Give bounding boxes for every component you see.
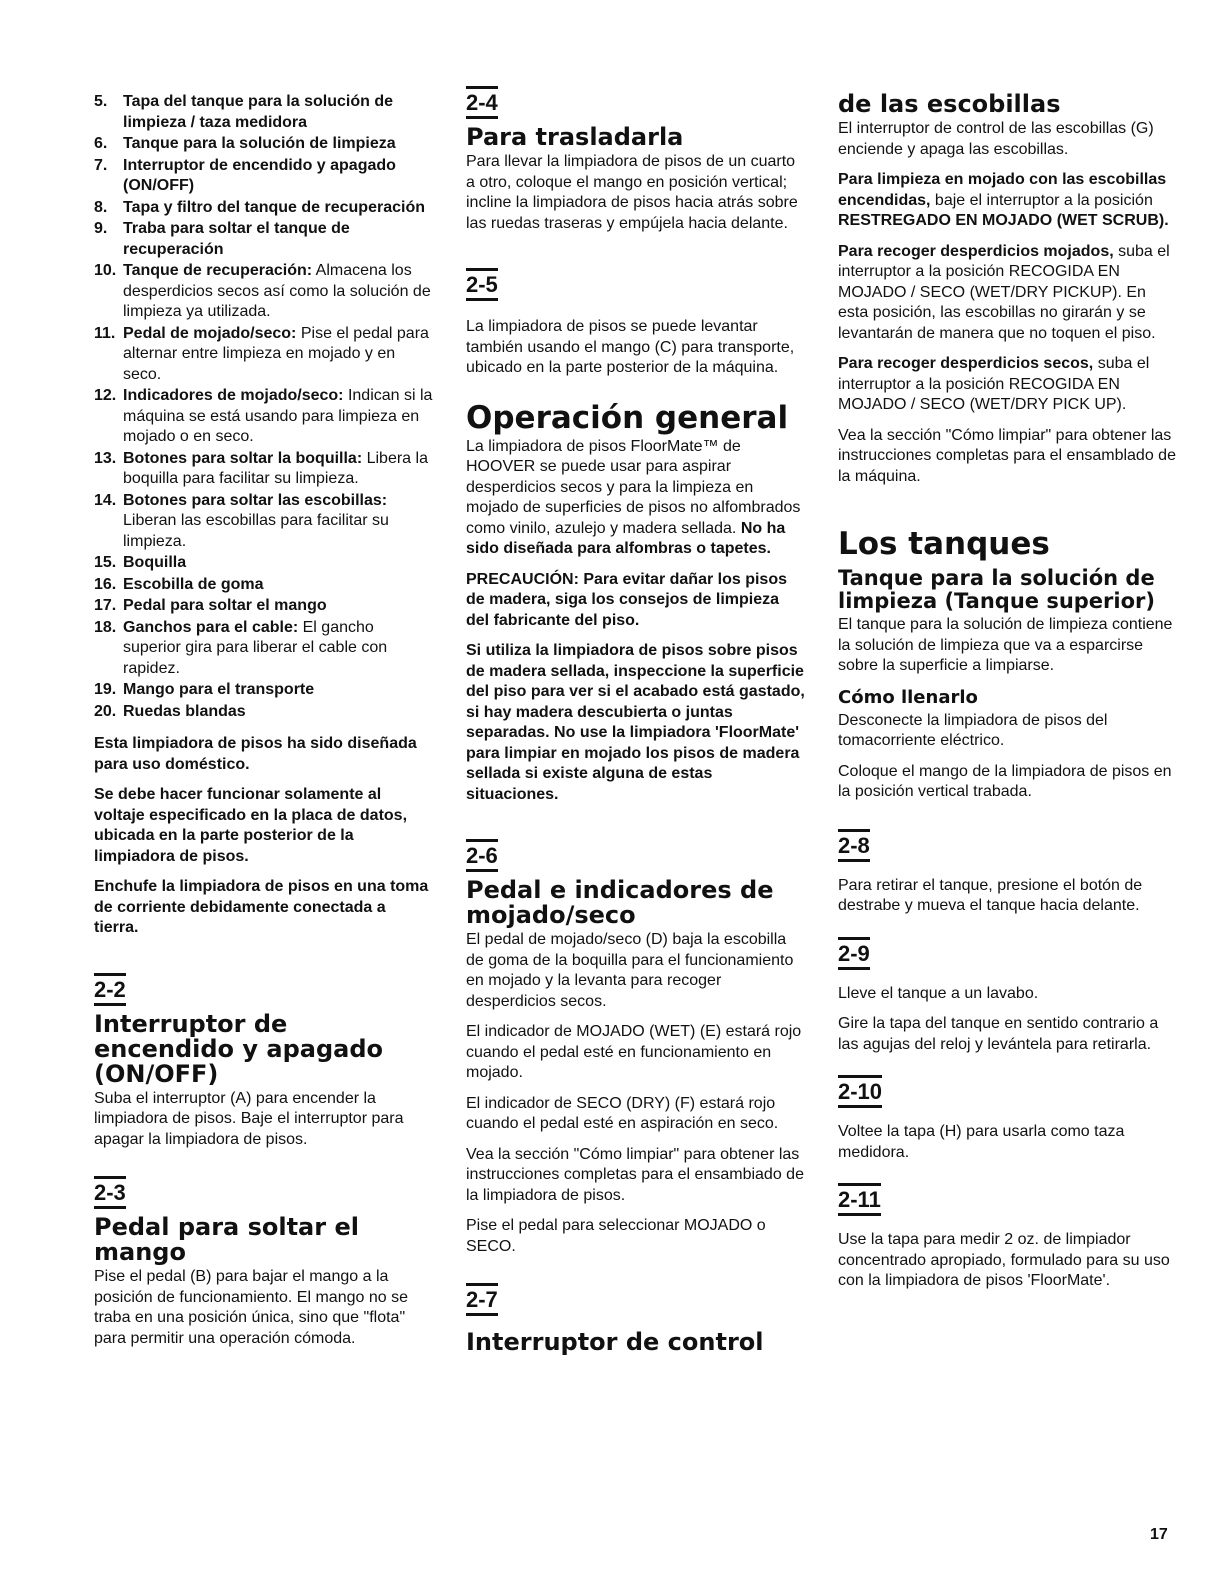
item-label: Indicadores de mojado/seco:: [123, 387, 344, 404]
subsection-title: Cómo llenarlo: [838, 686, 978, 708]
list-item: [94, 491, 434, 553]
body-text: baje el interruptor a la posición: [930, 191, 1153, 209]
section-body: [466, 437, 806, 560]
section-title: Tanque para la solución de limpieza (Tanque superior): [838, 566, 1155, 613]
figure-marker: 2-7: [466, 1283, 498, 1316]
column-middle: [466, 86, 806, 1357]
figure-marker: 2-3: [94, 1176, 126, 1209]
item-label: Tanque de recuperación:: [123, 262, 313, 279]
item-number: 18.: [94, 618, 117, 636]
list-item: [94, 134, 434, 155]
section-body: [838, 170, 1178, 232]
item-number: 12.: [94, 387, 117, 404]
caution-text: PRECAUCIÓN: Para evitar dañar los pisos de madera, siga los consejos de limpieza del fabricante del piso.: [466, 570, 787, 629]
list-item: [94, 449, 434, 490]
note-domestic-use: Esta limpiadora de pisos ha sido diseñada para uso doméstico.: [94, 735, 417, 773]
item-label: Boquilla: [123, 554, 187, 571]
body-bold-text: Para recoger desperdicios secos,: [838, 355, 1094, 372]
item-text: Pise el pedal para alternar entre limpieza en mojado y en seco.: [123, 324, 429, 383]
section-body: Use la tapa para medir 2 oz. de limpiador concentrado apropiado, formulado para su uso con la limpiadora de pisos 'FloorMate'.: [838, 1231, 1170, 1289]
item-label: Mango para el transporte: [123, 681, 315, 698]
item-number: 10.: [94, 262, 117, 279]
list-item: [94, 575, 434, 596]
item-number: 17.: [94, 597, 117, 614]
section-body: El interruptor de control de las escobillas (G) enciende y apaga las escobillas.: [838, 120, 1154, 158]
list-item: [94, 680, 434, 701]
section-title: Operación general: [466, 399, 789, 436]
figure-marker: 2-11: [838, 1183, 881, 1216]
figure-marker: 2-5: [466, 268, 498, 301]
item-label: Tanque para la solución de limpieza: [123, 135, 396, 152]
item-text: Libera la boquilla para facilitar su limpieza.: [123, 449, 428, 487]
item-text: Almacena los desperdicios secos así como la solución de limpieza ya utilizada.: [123, 262, 431, 320]
item-text: Liberan las escobillas para facilitar su limpieza.: [123, 512, 389, 550]
list-item: [94, 618, 434, 680]
item-text: Indican si la máquina se está usando para limpieza en mojado o en seco.: [123, 387, 433, 445]
section-body: Vea la sección "Cómo limpiar" para obtener las instrucciones completas para el ensamblado de la máquina.: [838, 426, 1176, 485]
section-body: Pise el pedal (B) para bajar el mango a la posición de funcionamiento. El mango no se traba en una posición única, sino que "flota" para permitir una operación cómoda.: [94, 1268, 408, 1347]
list-item: [94, 596, 434, 617]
column-left: [94, 92, 434, 1359]
section-title: Pedal para soltar el mango: [94, 1213, 359, 1266]
page-number: 17: [1150, 1526, 1168, 1543]
section-body: Coloque el mango de la limpiadora de pisos en la posición vertical trabada.: [838, 762, 1172, 800]
item-label: Pedal para soltar el mango: [123, 597, 327, 614]
section-body: El pedal de mojado/seco (D) baja la escobilla de goma de la boquilla para el funcionamiento en mojado y la levanta para recoger desperdicios secos.: [466, 931, 794, 1010]
list-item: [94, 553, 434, 574]
item-number: 11.: [94, 324, 116, 342]
section-body: Vea la sección "Cómo limpiar" para obtener las instrucciones completas para el ensambiado de la limpiadora de pisos.: [466, 1145, 804, 1204]
section-title: de las escobillas: [838, 90, 1061, 118]
section-body: [838, 354, 1178, 416]
body-bold-text: RESTREGADO EN MOJADO (WET SCRUB).: [838, 212, 1169, 229]
list-item: [94, 386, 434, 448]
item-label: Tapa y filtro del tanque de recuperación: [123, 198, 425, 216]
item-number: 15.: [94, 554, 117, 571]
item-label: Ganchos para el cable:: [123, 618, 299, 636]
item-number: 9.: [94, 220, 108, 237]
list-item: [94, 92, 434, 133]
section-body: Para llevar la limpiadora de pisos de un cuarto a otro, coloque el mango en posición vertical; incline la limpiadora de pisos hacia atrás sobre las ruedas traseras y empújela hacia delante.: [466, 153, 798, 232]
item-label: Interruptor de encendido y apagado (ON/OFF): [123, 156, 396, 194]
section-title: Para trasladarla: [466, 123, 684, 151]
item-number: 14.: [94, 491, 117, 509]
list-item: [94, 156, 434, 197]
body-text: La limpiadora de pisos FloorMate™ de HOOVER se puede usar para aspirar desperdicios secos y para la limpieza en mojado de superficies de pisos no alfombrados como vinilo, azulejo y madera sellada.: [466, 437, 801, 537]
item-label: Escobilla de goma: [123, 575, 264, 593]
figure-marker: 2-6: [466, 839, 498, 872]
body-bold-text: No ha sido diseñada para alfombras o tapetes.: [466, 519, 786, 557]
section-body: [838, 242, 1178, 345]
section-title: Pedal e indicadores de mojado/seco: [466, 876, 774, 929]
list-item: [94, 219, 434, 260]
note-voltage: Se debe hacer funcionar solamente al voltaje especificado en la placa de datos, ubicada en la parte posterior de la limpiadora de pisos.: [94, 786, 408, 865]
item-number: 19.: [94, 681, 117, 698]
section-body: El indicador de SECO (DRY) (F) estará rojo cuando el pedal esté en aspiración en seco.: [466, 1094, 779, 1132]
item-number: 6.: [94, 135, 108, 152]
page-section-title: Los tanques: [838, 526, 1050, 562]
item-label: Botones para soltar las escobillas:: [123, 491, 388, 509]
item-number: 5.: [94, 93, 108, 110]
list-item: [94, 324, 434, 386]
body-text: suba el interruptor a la posición RECOGIDA EN MOJADO / SECO (WET/DRY PICKUP). En esta posición, las escobillas no girarán y se levantarán de manera que no toquen el piso.: [838, 242, 1170, 342]
section-body: El indicador de MOJADO (WET) (E) estará rojo cuando el pedal esté en funcionamiento en mojado.: [466, 1023, 802, 1081]
note-grounded-outlet: Enchufe la limpiadora de pisos en una toma de corriente debidamente conectada a tierra.: [94, 878, 429, 936]
section-title: Interruptor de encendido y apagado (ON/OFF): [94, 1009, 383, 1088]
figure-marker: 2-4: [466, 86, 498, 119]
section-body: La limpiadora de pisos se puede levantar también usando el mango (C) para transporte, ubicado en la parte posterior de la máquina.: [466, 318, 795, 376]
item-number: 13.: [94, 449, 117, 467]
section-body: Suba el interruptor (A) para encender la limpiadora de pisos. Baje el interruptor para apagar la limpiadora de pisos.: [94, 1089, 404, 1148]
list-item: [94, 261, 434, 323]
item-text: El gancho superior gira para liberar el cable con rapidez.: [123, 618, 388, 677]
section-body: Gire la tapa del tanque en sentido contrario a las agujas del reloj y levántela para retirarla.: [838, 1015, 1159, 1053]
column-right: [838, 92, 1178, 1302]
section-body: Voltee la tapa (H) para usarla como taza medidora.: [838, 1123, 1125, 1161]
body-text: suba el interruptor a la posición RECOGIDA EN MOJADO / SECO (WET/DRY PICK UP).: [838, 355, 1150, 413]
item-label: Traba para soltar el tanque de recuperación: [123, 220, 350, 258]
list-item: [94, 702, 434, 723]
section-body: Lleve el tanque a un lavabo.: [838, 984, 1039, 1002]
item-number: 8.: [94, 198, 108, 216]
section-body: Pise el pedal para seleccionar MOJADO o SECO.: [466, 1217, 766, 1255]
body-bold-text: Para recoger desperdicios mojados,: [838, 242, 1114, 260]
item-number: 7.: [94, 156, 108, 174]
body-bold-text: Para limpieza en mojado con las escobillas encendidas,: [838, 171, 1167, 209]
section-body: Desconecte la limpiadora de pisos del tomacorriente eléctrico.: [838, 711, 1108, 749]
section-body: Para retirar el tanque, presione el botón de destrabe y mueva el tanque hacia delante.: [838, 876, 1143, 914]
item-number: 20.: [94, 702, 117, 720]
item-label: Ruedas blandas: [123, 702, 246, 720]
item-label: Tapa del tanque para la solución de limpieza / taza medidora: [123, 93, 393, 131]
wood-floor-warning: Si utiliza la limpiadora de pisos sobre pisos de madera sellada, inspeccione la superficie del piso para ver si el acabado está gastado, si hay madera descubierta o juntas separadas. No use la limpiadora 'FloorMate' para limpiar en mojado los pisos de madera sellada si existe alguna de estas situaciones.: [466, 642, 805, 803]
parts-list: [94, 92, 434, 722]
item-number: 16.: [94, 575, 117, 593]
figure-marker: 2-10: [838, 1075, 882, 1108]
item-label: Botones para soltar la boquilla:: [123, 449, 363, 467]
list-item: [94, 198, 434, 219]
figure-marker: 2-8: [838, 829, 870, 862]
figure-marker: 2-9: [838, 937, 870, 970]
item-label: Pedal de mojado/seco:: [123, 324, 297, 342]
figure-marker: 2-2: [94, 973, 126, 1006]
section-title: Interruptor de control: [466, 1328, 764, 1356]
section-body: El tanque para la solución de limpieza contiene la solución de limpieza que va a esparcirse sobre la superficie a limpiarse.: [838, 616, 1173, 674]
